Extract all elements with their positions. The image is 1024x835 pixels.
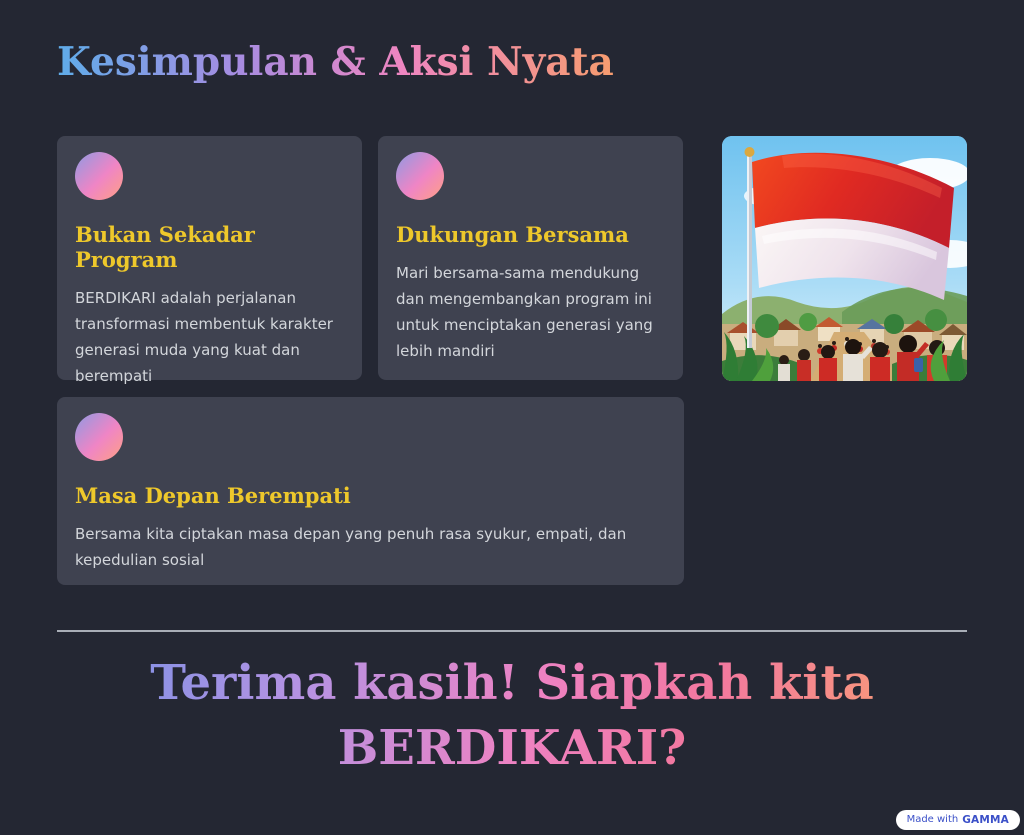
closing-message bbox=[57, 651, 967, 782]
card-dukungan-bersama bbox=[378, 136, 683, 380]
gamma-logo: GAMMA bbox=[962, 813, 1009, 826]
card-title: Bukan Sekadar Program bbox=[75, 222, 255, 273]
made-with-gamma-badge[interactable] bbox=[896, 810, 1020, 831]
card-body: BERDIKARI adalah perjalanan transformasi membentuk karakter generasi muda yang kuat dan berempati bbox=[75, 289, 333, 386]
flag-village-image bbox=[722, 136, 967, 381]
gradient-circle-icon bbox=[75, 152, 123, 200]
section-divider bbox=[57, 630, 967, 632]
card-title: Masa Depan Berempati bbox=[75, 483, 351, 508]
closing-line-1: Terima kasih! Siapkah kita bbox=[150, 655, 874, 711]
badge-prefix: Made with bbox=[906, 813, 959, 825]
card-masa-depan-berempati bbox=[57, 397, 684, 585]
card-bukan-sekadar-program bbox=[57, 136, 362, 386]
card-body: Mari bersama-sama mendukung dan mengembangkan program ini untuk menciptakan generasi yang lebih mandiri bbox=[396, 264, 653, 361]
gradient-circle-icon bbox=[75, 413, 123, 461]
flag-village-illustration bbox=[722, 136, 967, 381]
card-title: Dukungan Bersama bbox=[396, 222, 629, 247]
card-body: Bersama kita ciptakan masa depan yang penuh rasa syukur, empati, dan kepedulian sosial bbox=[75, 525, 627, 570]
closing-line-2: BERDIKARI? bbox=[337, 720, 687, 777]
page-title: Kesimpulan & Aksi Nyata bbox=[57, 39, 614, 85]
gradient-circle-icon bbox=[396, 152, 444, 200]
